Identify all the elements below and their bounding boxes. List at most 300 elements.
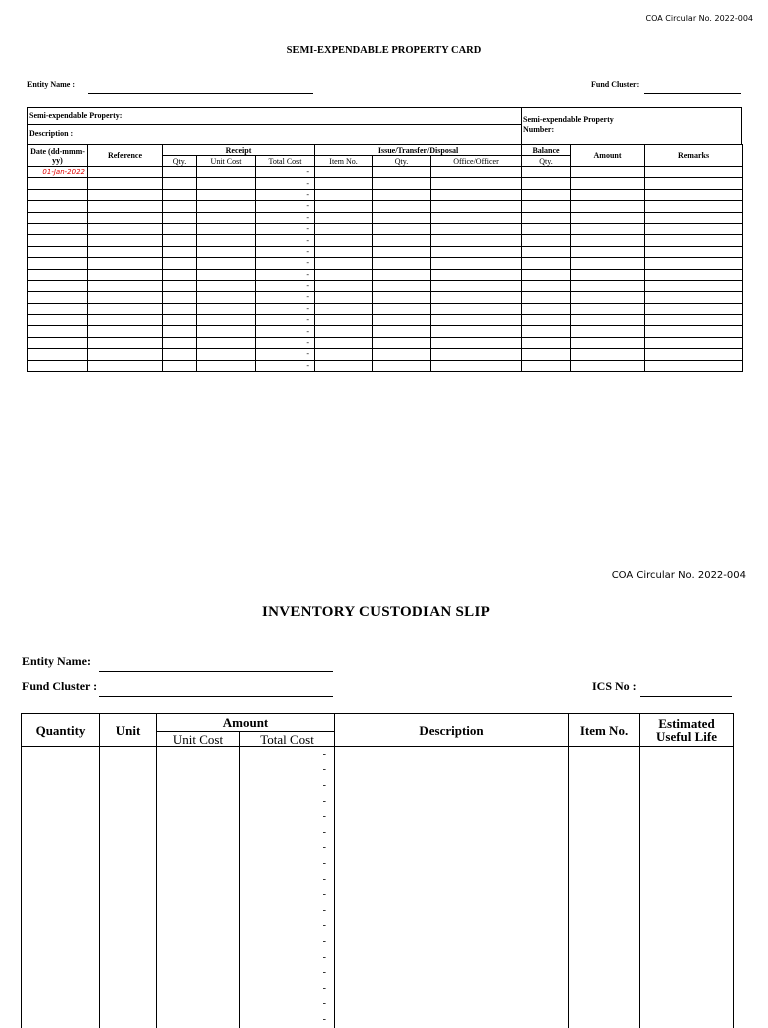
table-cell[interactable] (163, 201, 197, 212)
table-cell[interactable] (431, 246, 522, 257)
table-cell[interactable] (100, 778, 157, 794)
table-cell[interactable] (571, 178, 645, 189)
table-cell[interactable] (373, 315, 431, 326)
table-cell[interactable] (197, 326, 256, 337)
table-cell[interactable] (163, 326, 197, 337)
table-cell[interactable] (522, 315, 571, 326)
total-cost-cell[interactable]: - (240, 950, 335, 966)
table-cell[interactable] (335, 809, 569, 825)
table-cell[interactable] (373, 258, 431, 269)
table-cell[interactable] (373, 212, 431, 223)
table-cell[interactable] (335, 887, 569, 903)
total-cost-cell[interactable]: - (256, 212, 315, 223)
table-cell[interactable] (100, 872, 157, 888)
table-cell[interactable] (157, 887, 240, 903)
table-cell[interactable] (88, 212, 163, 223)
table-cell[interactable] (315, 326, 373, 337)
table-cell[interactable] (88, 326, 163, 337)
table-cell[interactable] (373, 189, 431, 200)
table-cell[interactable] (197, 223, 256, 234)
table-cell[interactable] (197, 212, 256, 223)
table-cell[interactable] (373, 360, 431, 371)
table-cell[interactable] (645, 223, 743, 234)
table-cell[interactable] (640, 841, 734, 857)
table-cell[interactable] (335, 919, 569, 935)
table-cell[interactable] (522, 167, 571, 178)
table-cell[interactable] (163, 258, 197, 269)
table-cell[interactable] (645, 246, 743, 257)
table-cell[interactable] (645, 349, 743, 360)
table-cell[interactable] (569, 887, 640, 903)
date-cell[interactable] (28, 258, 88, 269)
total-cost-cell[interactable]: - (256, 167, 315, 178)
table-cell[interactable] (640, 965, 734, 981)
total-cost-cell[interactable]: - (256, 349, 315, 360)
table-cell[interactable] (88, 303, 163, 314)
table-cell[interactable] (197, 178, 256, 189)
table-cell[interactable] (315, 269, 373, 280)
date-cell[interactable] (28, 201, 88, 212)
total-cost-cell[interactable]: - (240, 997, 335, 1013)
table-cell[interactable] (100, 919, 157, 935)
table-cell[interactable] (100, 981, 157, 997)
table-cell[interactable] (163, 280, 197, 291)
table-cell[interactable] (88, 360, 163, 371)
table-cell[interactable] (335, 1012, 569, 1028)
table-cell[interactable] (373, 326, 431, 337)
table-cell[interactable] (522, 269, 571, 280)
table-cell[interactable] (571, 167, 645, 178)
table-cell[interactable] (157, 903, 240, 919)
table-cell[interactable] (640, 794, 734, 810)
total-cost-cell[interactable]: - (240, 809, 335, 825)
table-cell[interactable] (431, 360, 522, 371)
total-cost-cell[interactable]: - (256, 360, 315, 371)
table-cell[interactable] (373, 223, 431, 234)
table-cell[interactable] (157, 763, 240, 779)
table-cell[interactable] (157, 919, 240, 935)
table-cell[interactable] (163, 212, 197, 223)
total-cost-cell[interactable]: - (240, 763, 335, 779)
table-cell[interactable] (157, 950, 240, 966)
table-cell[interactable] (431, 292, 522, 303)
date-cell[interactable] (28, 235, 88, 246)
table-cell[interactable] (645, 360, 743, 371)
table-cell[interactable] (163, 315, 197, 326)
table-cell[interactable] (571, 258, 645, 269)
table-cell[interactable] (373, 349, 431, 360)
table-cell[interactable] (197, 189, 256, 200)
date-cell[interactable] (28, 246, 88, 257)
table-cell[interactable] (22, 778, 100, 794)
table-cell[interactable] (569, 981, 640, 997)
table-cell[interactable] (22, 950, 100, 966)
table-cell[interactable] (22, 903, 100, 919)
table-cell[interactable] (315, 235, 373, 246)
table-cell[interactable] (373, 201, 431, 212)
table-cell[interactable] (88, 201, 163, 212)
total-cost-cell[interactable]: - (256, 337, 315, 348)
table-cell[interactable] (571, 280, 645, 291)
table-cell[interactable] (640, 747, 734, 763)
table-cell[interactable] (197, 201, 256, 212)
total-cost-cell[interactable]: - (256, 223, 315, 234)
total-cost-cell[interactable]: - (256, 280, 315, 291)
table-cell[interactable] (571, 303, 645, 314)
table-cell[interactable] (569, 872, 640, 888)
table-cell[interactable] (335, 825, 569, 841)
table-cell[interactable] (163, 167, 197, 178)
table-cell[interactable] (157, 997, 240, 1013)
table-cell[interactable] (100, 934, 157, 950)
date-cell[interactable] (28, 212, 88, 223)
table-cell[interactable] (569, 965, 640, 981)
table-cell[interactable] (431, 212, 522, 223)
table-cell[interactable] (100, 809, 157, 825)
total-cost-cell[interactable]: - (240, 778, 335, 794)
table-cell[interactable] (157, 794, 240, 810)
table-cell[interactable] (163, 292, 197, 303)
table-cell[interactable] (22, 887, 100, 903)
table-cell[interactable] (157, 965, 240, 981)
table-cell[interactable] (100, 747, 157, 763)
table-cell[interactable] (315, 178, 373, 189)
table-cell[interactable] (522, 349, 571, 360)
table-cell[interactable] (315, 303, 373, 314)
table-cell[interactable] (163, 189, 197, 200)
table-cell[interactable] (22, 809, 100, 825)
table-cell[interactable] (431, 167, 522, 178)
card-entity-name-field[interactable] (88, 93, 313, 94)
table-cell[interactable] (157, 825, 240, 841)
table-cell[interactable] (640, 981, 734, 997)
table-cell[interactable] (22, 763, 100, 779)
table-cell[interactable] (569, 763, 640, 779)
table-cell[interactable] (163, 303, 197, 314)
table-cell[interactable] (569, 997, 640, 1013)
table-cell[interactable] (157, 809, 240, 825)
table-cell[interactable] (645, 326, 743, 337)
table-cell[interactable] (645, 189, 743, 200)
table-cell[interactable] (335, 778, 569, 794)
table-cell[interactable] (335, 965, 569, 981)
ics-number-field[interactable] (640, 696, 732, 697)
table-cell[interactable] (22, 856, 100, 872)
table-cell[interactable] (197, 303, 256, 314)
table-cell[interactable] (335, 950, 569, 966)
table-cell[interactable] (569, 934, 640, 950)
total-cost-cell[interactable]: - (256, 303, 315, 314)
table-cell[interactable] (22, 934, 100, 950)
table-cell[interactable] (22, 794, 100, 810)
total-cost-cell[interactable]: - (240, 981, 335, 997)
table-cell[interactable] (88, 337, 163, 348)
table-cell[interactable] (100, 903, 157, 919)
total-cost-cell[interactable]: - (240, 1012, 335, 1028)
table-cell[interactable] (569, 903, 640, 919)
table-cell[interactable] (315, 337, 373, 348)
table-cell[interactable] (640, 934, 734, 950)
table-cell[interactable] (569, 794, 640, 810)
table-cell[interactable] (571, 189, 645, 200)
table-cell[interactable] (157, 934, 240, 950)
table-cell[interactable] (571, 349, 645, 360)
date-cell[interactable] (28, 360, 88, 371)
table-cell[interactable] (640, 903, 734, 919)
table-cell[interactable] (197, 167, 256, 178)
table-cell[interactable] (197, 246, 256, 257)
table-cell[interactable] (571, 235, 645, 246)
table-cell[interactable] (645, 235, 743, 246)
table-cell[interactable] (645, 292, 743, 303)
total-cost-cell[interactable]: - (256, 292, 315, 303)
total-cost-cell[interactable]: - (256, 235, 315, 246)
table-cell[interactable] (197, 280, 256, 291)
table-cell[interactable] (522, 223, 571, 234)
table-cell[interactable] (88, 178, 163, 189)
total-cost-cell[interactable]: - (240, 965, 335, 981)
table-cell[interactable] (88, 292, 163, 303)
table-cell[interactable] (571, 315, 645, 326)
table-cell[interactable] (163, 269, 197, 280)
table-cell[interactable] (100, 997, 157, 1013)
table-cell[interactable] (431, 189, 522, 200)
table-cell[interactable] (569, 841, 640, 857)
table-cell[interactable] (569, 747, 640, 763)
table-cell[interactable] (157, 856, 240, 872)
table-cell[interactable] (640, 825, 734, 841)
ics-entity-name-field[interactable] (99, 671, 333, 672)
table-cell[interactable] (569, 825, 640, 841)
table-cell[interactable] (640, 778, 734, 794)
total-cost-cell[interactable]: - (256, 189, 315, 200)
table-cell[interactable] (315, 360, 373, 371)
table-cell[interactable] (571, 337, 645, 348)
total-cost-cell[interactable]: - (240, 903, 335, 919)
table-cell[interactable] (335, 981, 569, 997)
table-cell[interactable] (645, 337, 743, 348)
table-cell[interactable] (645, 201, 743, 212)
table-cell[interactable] (88, 315, 163, 326)
table-cell[interactable] (431, 258, 522, 269)
table-cell[interactable] (522, 280, 571, 291)
table-cell[interactable] (88, 223, 163, 234)
table-cell[interactable] (197, 349, 256, 360)
table-cell[interactable] (569, 950, 640, 966)
table-cell[interactable] (640, 1012, 734, 1028)
table-cell[interactable] (163, 178, 197, 189)
date-cell[interactable] (28, 303, 88, 314)
table-cell[interactable] (315, 246, 373, 257)
table-cell[interactable] (157, 1012, 240, 1028)
table-cell[interactable] (163, 246, 197, 257)
date-cell[interactable] (28, 189, 88, 200)
table-cell[interactable] (640, 997, 734, 1013)
table-cell[interactable] (100, 841, 157, 857)
table-cell[interactable] (100, 950, 157, 966)
table-cell[interactable] (157, 747, 240, 763)
table-cell[interactable] (373, 235, 431, 246)
table-cell[interactable] (645, 269, 743, 280)
table-cell[interactable] (197, 360, 256, 371)
table-cell[interactable] (522, 201, 571, 212)
table-cell[interactable] (88, 280, 163, 291)
total-cost-cell[interactable]: - (240, 825, 335, 841)
table-cell[interactable] (431, 280, 522, 291)
table-cell[interactable] (100, 856, 157, 872)
table-cell[interactable] (88, 269, 163, 280)
table-cell[interactable] (373, 246, 431, 257)
table-cell[interactable] (315, 349, 373, 360)
table-cell[interactable] (431, 326, 522, 337)
table-cell[interactable] (640, 856, 734, 872)
table-cell[interactable] (157, 981, 240, 997)
table-cell[interactable] (315, 167, 373, 178)
table-cell[interactable] (197, 269, 256, 280)
table-cell[interactable] (373, 303, 431, 314)
table-cell[interactable] (569, 1012, 640, 1028)
table-cell[interactable] (645, 258, 743, 269)
table-cell[interactable] (640, 919, 734, 935)
table-cell[interactable] (645, 167, 743, 178)
table-cell[interactable] (315, 258, 373, 269)
table-cell[interactable] (373, 269, 431, 280)
date-cell[interactable] (28, 269, 88, 280)
total-cost-cell[interactable]: - (256, 326, 315, 337)
table-cell[interactable] (431, 303, 522, 314)
table-cell[interactable] (335, 997, 569, 1013)
table-cell[interactable] (645, 212, 743, 223)
table-cell[interactable] (22, 981, 100, 997)
table-cell[interactable] (100, 1012, 157, 1028)
table-cell[interactable] (22, 965, 100, 981)
table-cell[interactable] (315, 280, 373, 291)
table-cell[interactable] (197, 292, 256, 303)
table-cell[interactable] (569, 919, 640, 935)
table-cell[interactable] (88, 167, 163, 178)
table-cell[interactable] (640, 809, 734, 825)
table-cell[interactable] (640, 950, 734, 966)
table-cell[interactable] (431, 178, 522, 189)
total-cost-cell[interactable]: - (240, 919, 335, 935)
table-cell[interactable] (163, 349, 197, 360)
table-cell[interactable] (335, 841, 569, 857)
table-cell[interactable] (569, 809, 640, 825)
table-cell[interactable] (100, 965, 157, 981)
table-cell[interactable] (100, 763, 157, 779)
table-cell[interactable] (335, 934, 569, 950)
table-cell[interactable] (88, 246, 163, 257)
date-cell[interactable] (28, 178, 88, 189)
date-cell[interactable] (28, 337, 88, 348)
table-cell[interactable] (100, 887, 157, 903)
table-cell[interactable] (522, 178, 571, 189)
table-cell[interactable] (373, 292, 431, 303)
table-cell[interactable] (522, 360, 571, 371)
date-cell[interactable]: 01-Jan-2022 (28, 167, 88, 178)
table-cell[interactable] (315, 292, 373, 303)
table-cell[interactable] (645, 178, 743, 189)
table-cell[interactable] (571, 246, 645, 257)
table-cell[interactable] (157, 778, 240, 794)
table-cell[interactable] (522, 337, 571, 348)
table-cell[interactable] (335, 794, 569, 810)
table-cell[interactable] (571, 292, 645, 303)
date-cell[interactable] (28, 223, 88, 234)
table-cell[interactable] (571, 269, 645, 280)
ics-fund-cluster-field[interactable] (99, 696, 333, 697)
table-cell[interactable] (315, 315, 373, 326)
table-cell[interactable] (315, 201, 373, 212)
table-cell[interactable] (645, 303, 743, 314)
table-cell[interactable] (22, 841, 100, 857)
table-cell[interactable] (157, 872, 240, 888)
date-cell[interactable] (28, 315, 88, 326)
table-cell[interactable] (335, 856, 569, 872)
total-cost-cell[interactable]: - (240, 934, 335, 950)
total-cost-cell[interactable]: - (240, 841, 335, 857)
table-cell[interactable] (100, 825, 157, 841)
date-cell[interactable] (28, 280, 88, 291)
total-cost-cell[interactable]: - (240, 794, 335, 810)
table-cell[interactable] (335, 763, 569, 779)
total-cost-cell[interactable]: - (240, 856, 335, 872)
table-cell[interactable] (315, 223, 373, 234)
table-cell[interactable] (22, 872, 100, 888)
table-cell[interactable] (373, 167, 431, 178)
table-cell[interactable] (373, 178, 431, 189)
table-cell[interactable] (163, 360, 197, 371)
table-cell[interactable] (571, 223, 645, 234)
table-cell[interactable] (522, 212, 571, 223)
total-cost-cell[interactable]: - (240, 887, 335, 903)
table-cell[interactable] (571, 326, 645, 337)
table-cell[interactable] (522, 292, 571, 303)
table-cell[interactable] (431, 201, 522, 212)
table-cell[interactable] (22, 1012, 100, 1028)
table-cell[interactable] (373, 280, 431, 291)
table-cell[interactable] (522, 246, 571, 257)
date-cell[interactable] (28, 326, 88, 337)
table-cell[interactable] (431, 269, 522, 280)
date-cell[interactable] (28, 349, 88, 360)
table-cell[interactable] (640, 763, 734, 779)
table-cell[interactable] (431, 315, 522, 326)
table-cell[interactable] (197, 235, 256, 246)
table-cell[interactable] (22, 997, 100, 1013)
table-cell[interactable] (373, 337, 431, 348)
table-cell[interactable] (569, 856, 640, 872)
table-cell[interactable] (88, 189, 163, 200)
table-cell[interactable] (522, 235, 571, 246)
table-cell[interactable] (522, 258, 571, 269)
table-cell[interactable] (571, 360, 645, 371)
table-cell[interactable] (335, 747, 569, 763)
table-cell[interactable] (22, 747, 100, 763)
table-cell[interactable] (571, 201, 645, 212)
total-cost-cell[interactable]: - (256, 258, 315, 269)
total-cost-cell[interactable]: - (240, 872, 335, 888)
table-cell[interactable] (22, 919, 100, 935)
table-cell[interactable] (197, 258, 256, 269)
card-fund-cluster-field[interactable] (644, 93, 741, 94)
table-cell[interactable] (431, 223, 522, 234)
table-cell[interactable] (197, 337, 256, 348)
table-cell[interactable] (163, 223, 197, 234)
table-cell[interactable] (431, 337, 522, 348)
table-cell[interactable] (197, 315, 256, 326)
total-cost-cell[interactable]: - (256, 315, 315, 326)
